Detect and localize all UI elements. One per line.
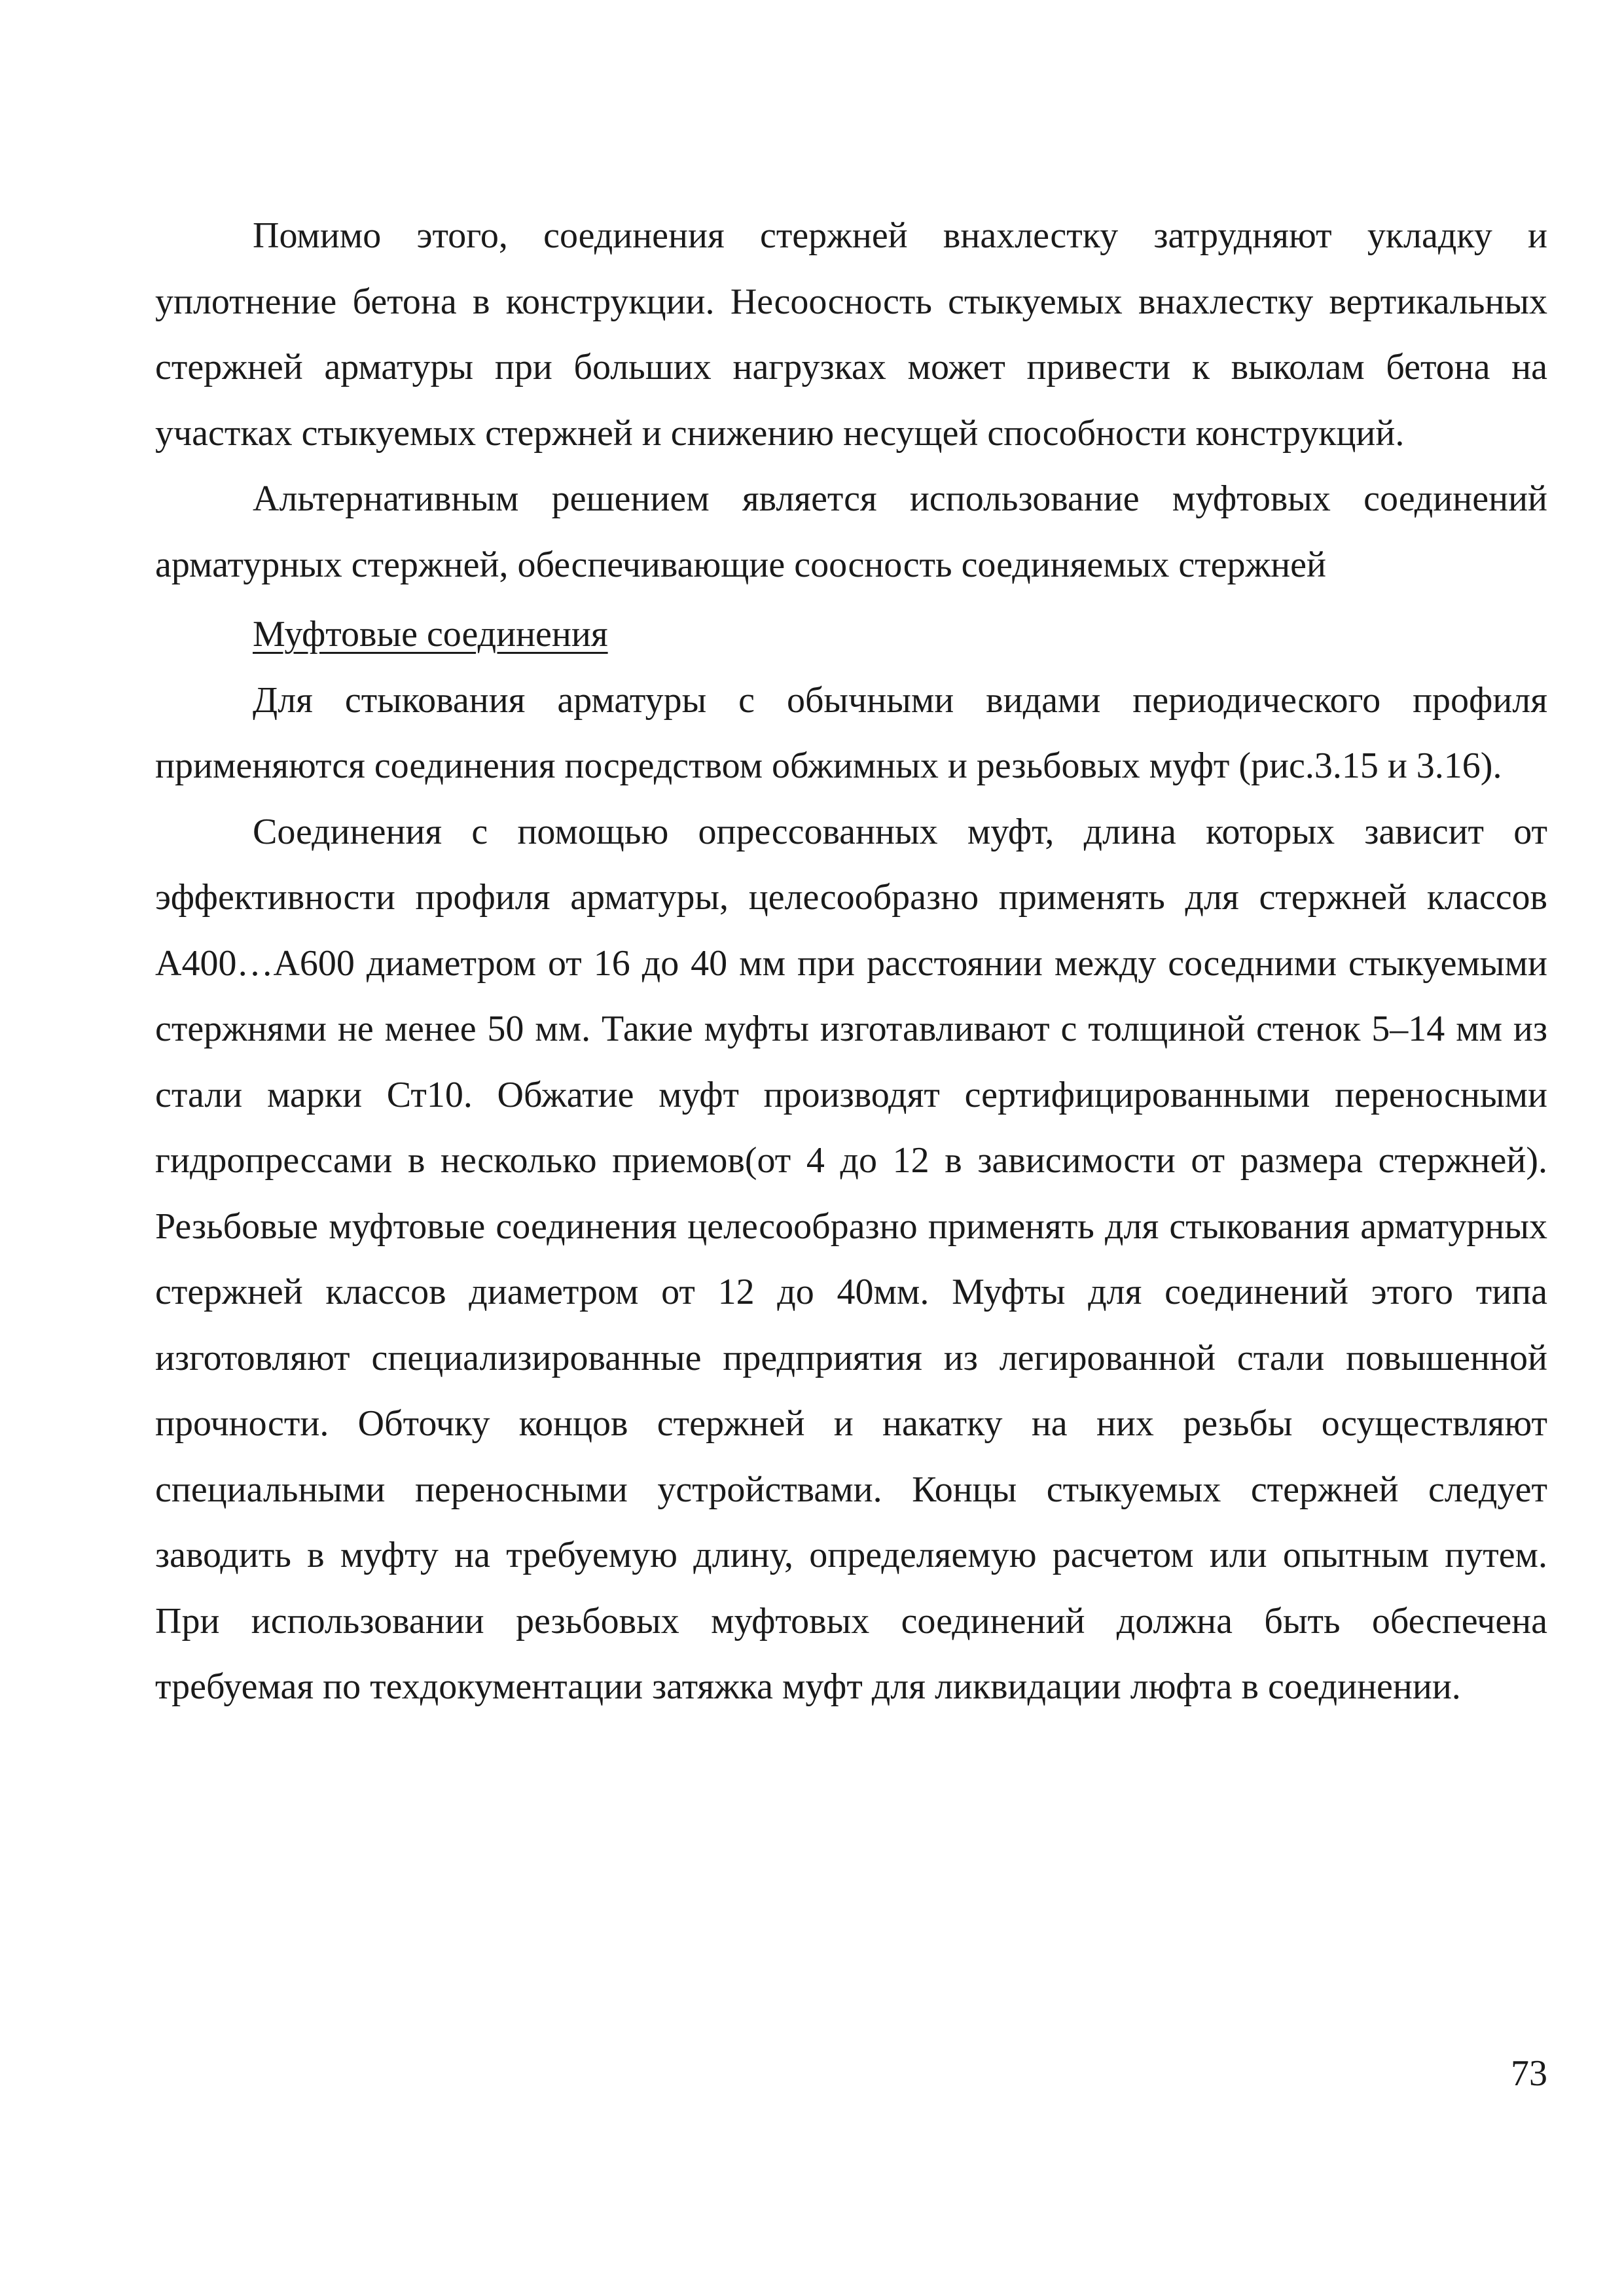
document-body [155, 203, 1547, 1720]
section-heading: Муфтовые соединения [253, 614, 608, 655]
page-number: 73 [1511, 2053, 1547, 2094]
paragraph-alternative-solution: Альтернативным решением является использование муфтовых соединений арматурных стержней, обеспечивающие соосность соединяемых стержней [155, 478, 1547, 585]
paragraph-lap-joint-drawbacks: Помимо этого, соединения стержней внахлестку затрудняют укладку и уплотнение бетона в конструкции. Несоосность стыкуемых внахлестку вертикальных стержней арматуры при больших нагрузках может привести к выколам бетона на участках стыкуемых стержней и снижению несущей способности конструкций. [155, 215, 1547, 454]
paragraph-coupler-details: Соединения с помощью опрессованных муфт, длина которых зависит от эффективности профиля арматуры, целесообразно применять для стержней классов А400…А600 диаметром от 16 до 40 мм при расстоянии между соседними стыкуемыми стержнями не менее 50 мм. Такие муфты изготавливают с толщиной стенок 5–14 мм из стали марки Ст10. Обжатие муфт производят сертифицированными переносными гидропрессами в несколько приемов(от 4 до 12 в зависимости от размера стержней). Резьбовые муфтовые соединения целесообразно применять для стыкования арматурных стержней классов диаметром от 12 до 40мм. Муфты для соединений этого типа изготовляют специализированные предприятия из легированной стали повышенной прочности. Обточку концов стержней и накатку на них резьбы осуществляют специальными переносными устройствами. Концы стыкуемых стержней следует заводить в муфту на требуемую длину, определяемую расчетом или опытным путем. При использовании резьбовых муфтовых соединений должна быть обеспечена требуемая по техдокументации затяжка муфт для ликвидации люфта в соединении. [155, 811, 1547, 1707]
paragraph-coupler-types: Для стыкования арматуры с обычными видами периодического профиля применяются соединения посредством обжимных и резьбовых муфт (рис.3.15 и 3.16). [155, 679, 1547, 786]
